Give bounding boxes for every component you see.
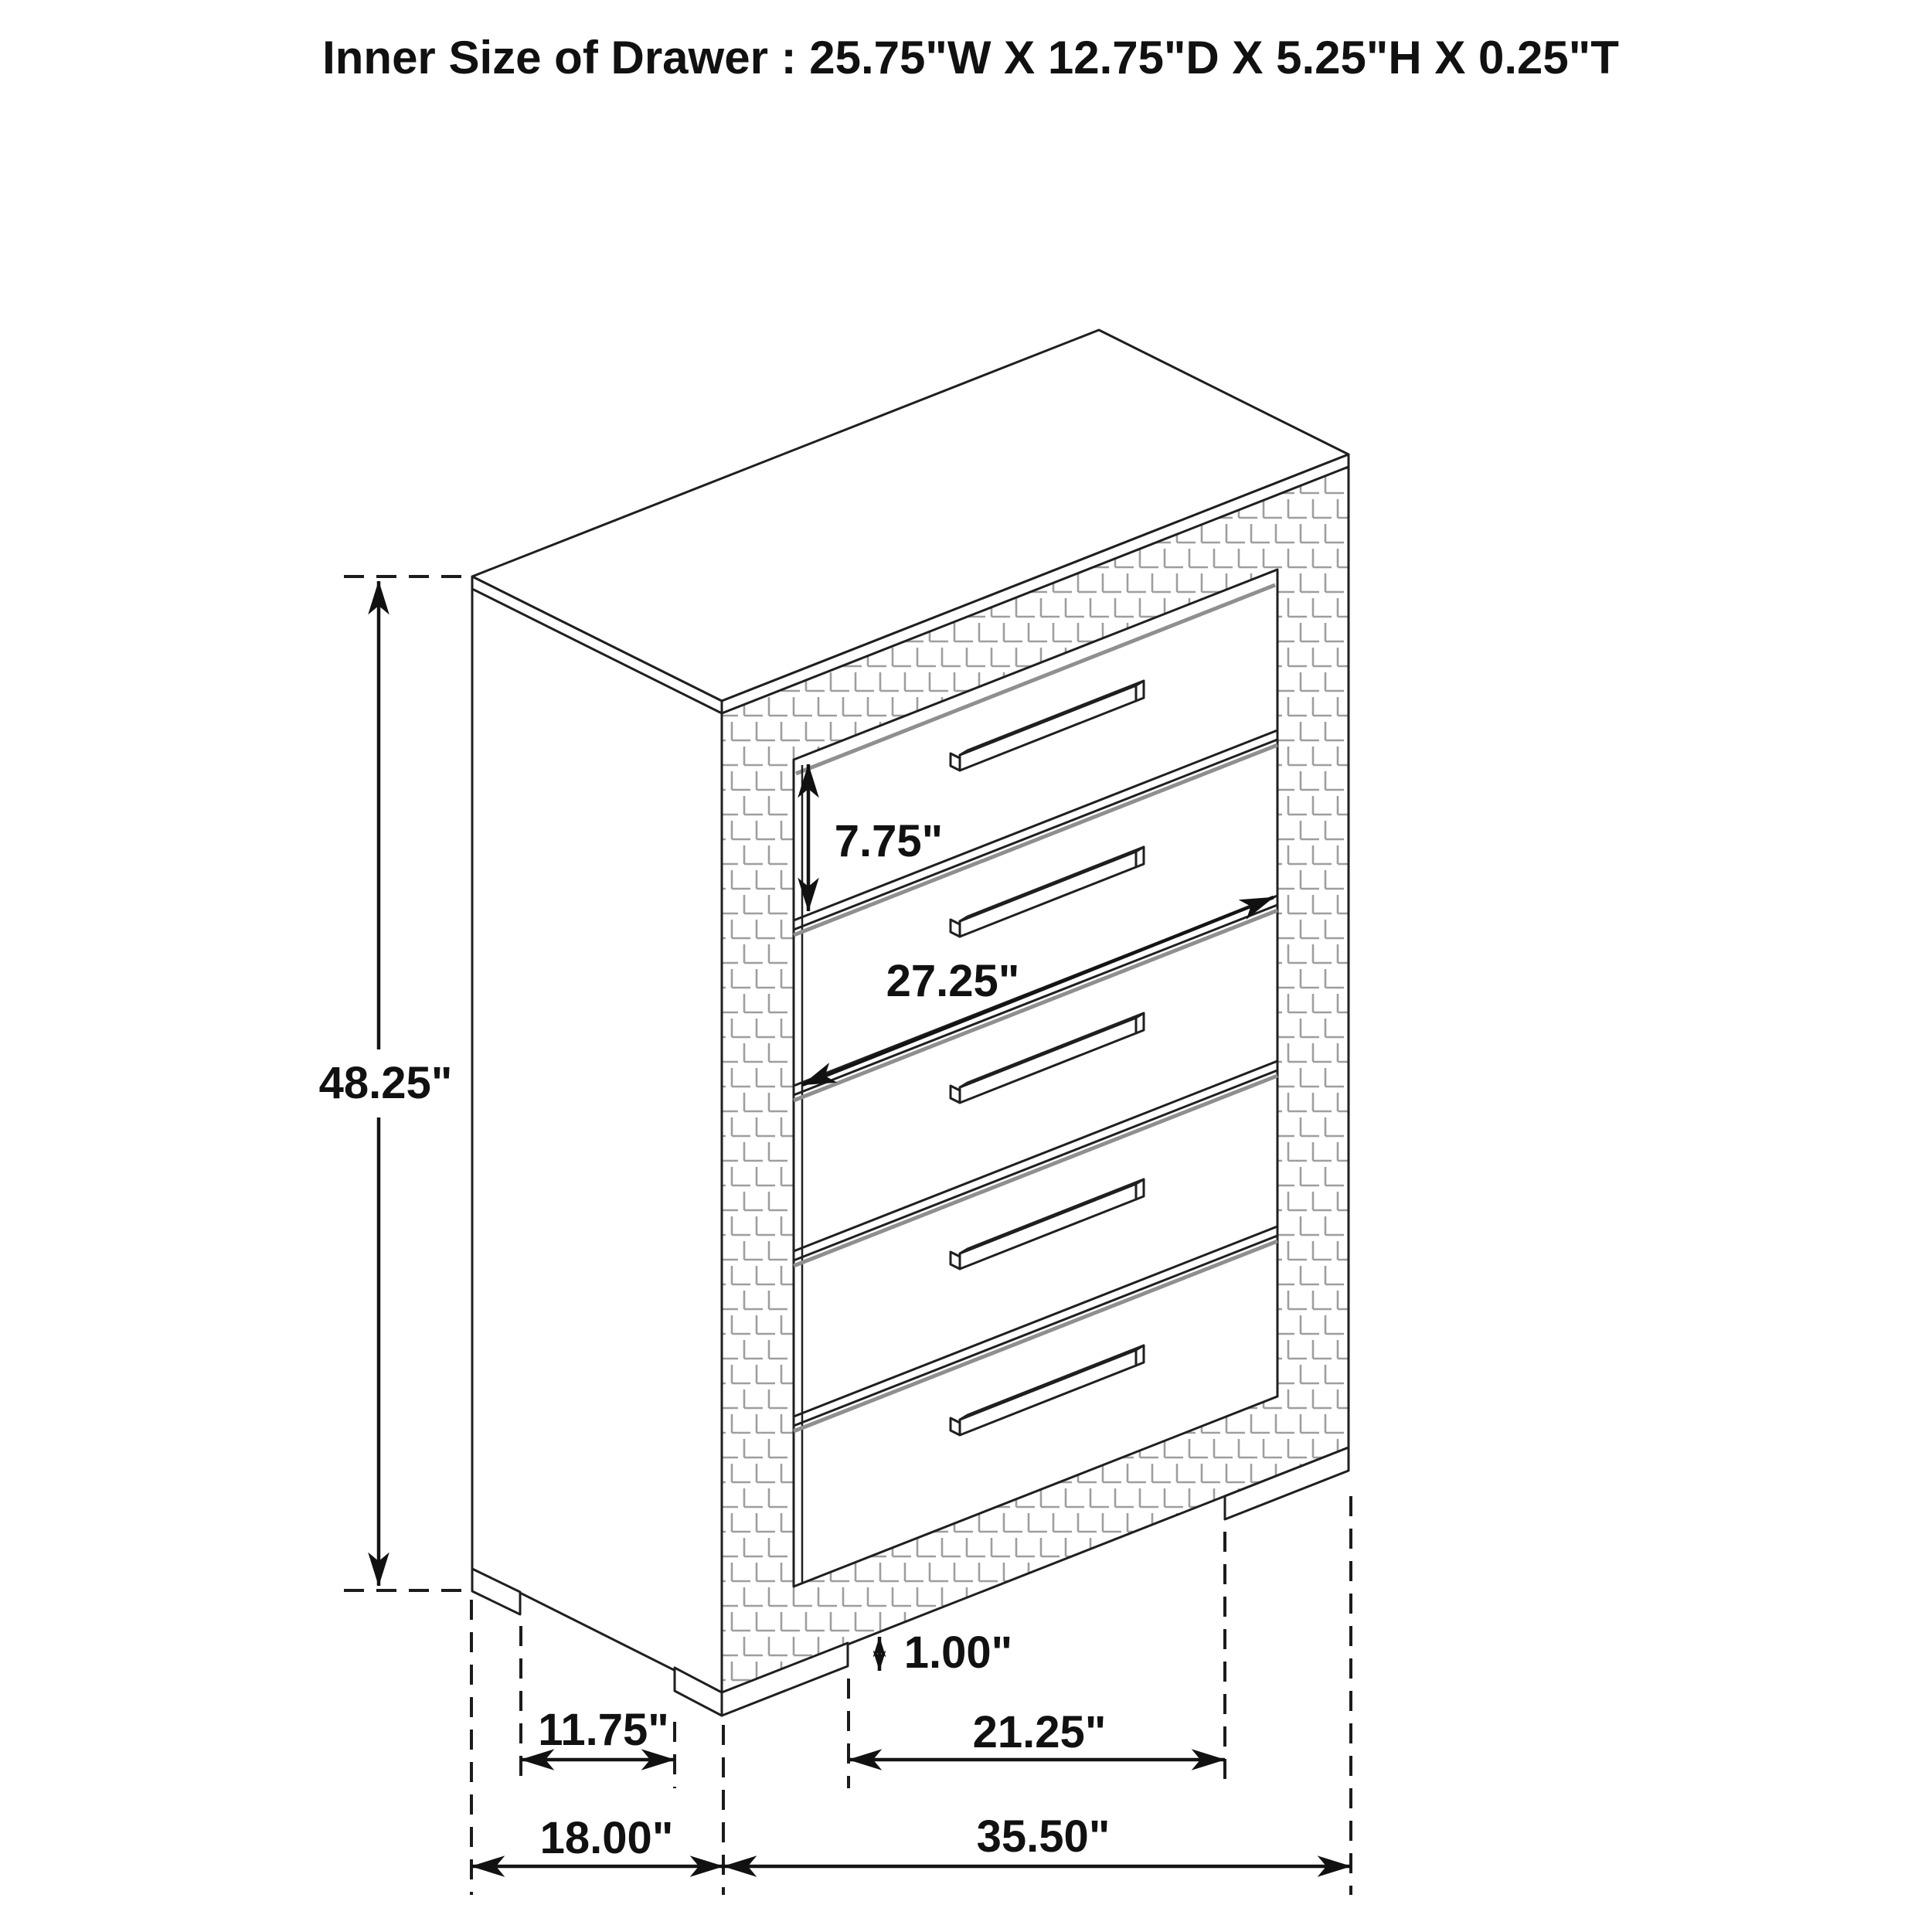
dim-overall-depth	[471, 1813, 723, 1866]
chest-left-side-panel	[472, 577, 722, 1694]
label-drawer-front-width: 27.25"	[886, 956, 1020, 1006]
label-side-foot-spacing: 11.75"	[538, 1705, 669, 1755]
dim-front-foot-spacing	[849, 1707, 1225, 1760]
label-overall-depth: 18.00"	[539, 1813, 674, 1863]
label-overall-height: 48.25"	[318, 1058, 453, 1108]
diagram-title: Inner Size of Drawer : 25.75"W X 12.75"D X 5.25"H X 0.25"T	[322, 32, 1619, 83]
dim-overall-height	[319, 577, 469, 1590]
label-overall-width: 35.50"	[976, 1811, 1111, 1862]
dim-foot-height	[879, 1628, 1012, 1678]
label-front-foot-spacing: 21.25"	[972, 1707, 1107, 1757]
dim-side-foot-spacing	[521, 1705, 675, 1760]
dim-overall-width	[723, 1811, 1351, 1866]
label-foot-height: 1.00"	[903, 1628, 1013, 1678]
label-drawer-front-height: 7.75"	[834, 816, 944, 866]
side-panel	[472, 577, 722, 1694]
